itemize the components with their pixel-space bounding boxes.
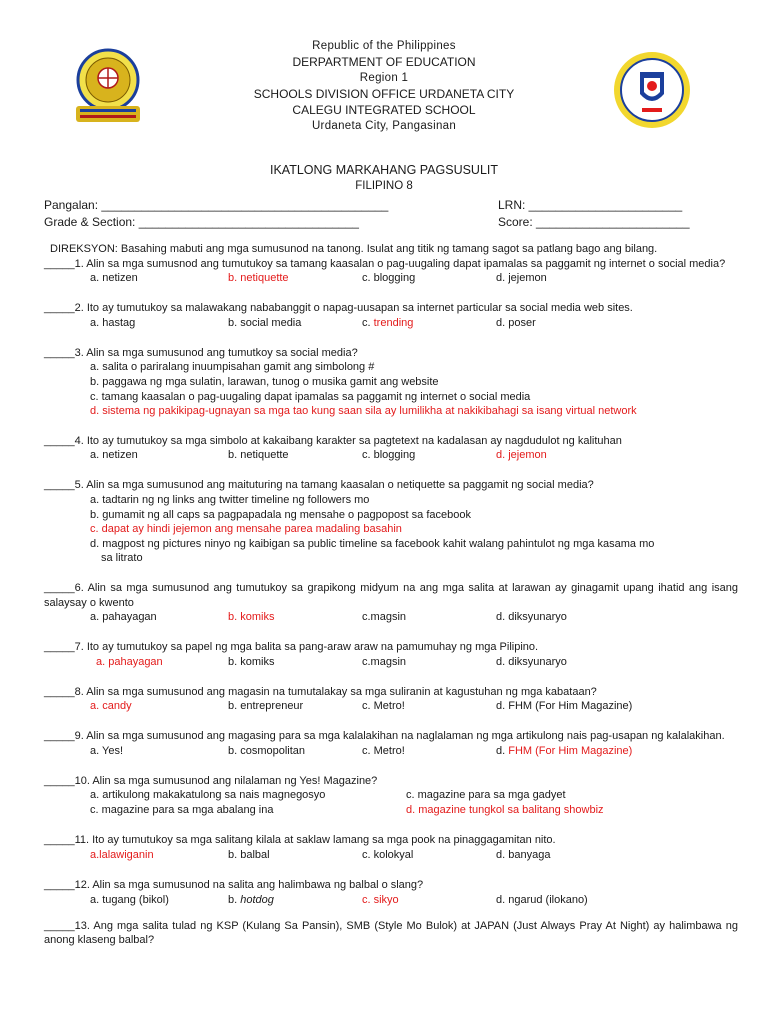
question-text: _____5. Alin sa mga sumusunod ang maituturing na tamang kaasalan o netiquette sa paggamit ng social media? [44, 479, 594, 492]
question-7 [44, 640, 738, 670]
option-a: a. salita o pariralang inuumpisahan gamit ang simbolong # [90, 361, 375, 374]
document-header [0, 38, 768, 134]
option-a: a.lalawiganin [90, 849, 154, 862]
question-text: _____10. Alin sa mga sumusunod ang nilalaman ng Yes! Magazine? [44, 774, 378, 787]
header-address: Urdaneta City, Pangasinan [311, 120, 457, 132]
option-b: b. paggawa ng mga sulatin, larawan, tunog o musika gamit ang website [90, 375, 439, 388]
question-2 [44, 301, 738, 331]
option-c-prefix: c. [362, 316, 374, 329]
option-c: c. Metro! [362, 744, 405, 757]
option-d-prefix: d. [496, 744, 509, 757]
question-text: _____7. Ito ay tumutukoy sa papel ng mga balita sa pang-araw araw na pamumuhay ng mga Pilipino. [44, 641, 539, 654]
option-c: c. magazine para sa mga gadyet [406, 789, 566, 802]
option-d-continued: sa litrato [101, 552, 143, 565]
section-field[interactable]: Grade & Section: _________________________________ [44, 215, 359, 229]
option-a: a. netizen [90, 449, 138, 462]
option-d [496, 744, 632, 759]
option-c: c. blogging [362, 449, 416, 462]
option-a: a. hastag [90, 316, 136, 329]
question-12 [44, 878, 738, 908]
lrn-field[interactable]: LRN: _______________________ [498, 198, 683, 212]
option-d: d. poser [496, 316, 536, 329]
option-a: a. artikulong makakatulong sa nais magnegosyo [90, 789, 326, 802]
option-a: a. pahayagan [90, 611, 157, 624]
header-region: Region 1 [359, 72, 409, 84]
option-a: a. pahayagan [96, 655, 163, 668]
header-republic: Republic of the Philippines [312, 40, 456, 52]
question-text: _____9. Alin sa mga sumusunod ang magasing para sa mga kalalakihan na naglalaman ng mga artikulong nais pag-usapan ng kalalakihan. [44, 730, 725, 743]
option-a: a. tadtarin ng ng links ang twitter timeline ng followers mo [90, 493, 370, 506]
option-a: a. candy [90, 700, 132, 713]
option-d: d. diksyunaryo [496, 655, 567, 668]
directions [44, 242, 738, 257]
question-13 [44, 919, 738, 948]
question-5 [44, 478, 738, 566]
question-text: _____13. Ang mga salita tulad ng KSP (Kulang Sa Pansin), SMB (Style Mo Bulok) at JAPAN (Just Always Pray At Night) ay halimbawa ng anong klaseng balbal? [44, 919, 738, 947]
option-d: d. magpost ng pictures ninyo ng kaibigan sa public timeline sa facebook kahit walang pahintulot ng mga kasama mo [90, 537, 655, 550]
option-c: c. kolokyal [362, 849, 414, 862]
option-d: d. jejemon [496, 449, 547, 462]
header-department: DERPARTMENT OF EDUCATION [292, 55, 476, 69]
student-info-fields [44, 197, 724, 231]
option-d: d. ngarud (ilokano) [496, 893, 588, 906]
option-c: c.magsin [362, 611, 407, 624]
option-d: d. magazine tungkol sa balitang showbiz [406, 804, 604, 817]
question-text: _____3. Alin sa mga sumusunod ang tumutkoy sa social media? [44, 346, 358, 359]
option-d: d. banyaga [496, 849, 551, 862]
question-11 [44, 833, 738, 863]
question-text: _____1. Alin sa mga sumusnod ang tumutukoy sa tamang kaasalan o pag-uugaling dapat ipamalas sa paggamit ng internet o social media? [44, 257, 726, 270]
header-school: CALEGU INTEGRATED SCHOOL [292, 103, 476, 117]
option-c: c. Metro! [362, 700, 405, 713]
exam-title: IKATLONG MARKAHANG PAGSUSULIT [269, 163, 499, 177]
option-b: b. netiquette [228, 272, 289, 285]
question-1 [44, 257, 738, 287]
option-a: a. tugang (bikol) [90, 893, 169, 906]
question-text: _____4. Ito ay tumutukoy sa mga simbolo at kakaibang karakter sa pagtetext na kadalasan ay nagdudulot ng kalituhan [44, 434, 622, 447]
question-text: _____12. Alin sa mga sumusunod na salita ang halimbawa ng balbal o slang? [44, 879, 424, 892]
question-4 [44, 434, 738, 464]
option-b-prefix: b. [228, 893, 241, 906]
question-text: _____2. Ito ay tumutukoy sa malawakang nababanggit o napag-uusapan sa internet particular sa social media web sites. [44, 302, 633, 315]
question-text: _____6. Alin sa mga sumusunod ang tumutukoy sa grapikong midyum na ang mga salita at larawan ay ginagamit upang ihatid ang isang salaysay o kwento [44, 581, 738, 609]
question-text: _____11. Ito ay tumutukoy sa mga salitang kilala at saklaw lamang sa mga pook na pinaggagamitan nito. [44, 834, 556, 847]
option-d: d. jejemon [496, 272, 547, 285]
option-c-answer: trending [373, 316, 414, 329]
option-d-answer: FHM (For Him Magazine) [508, 744, 633, 757]
header-division: SCHOOLS DIVISION OFFICE URDANETA CITY [253, 87, 515, 101]
option-b: b. komiks [228, 655, 275, 668]
score-field[interactable]: Score: _______________________ [498, 215, 690, 229]
option-a: a. Yes! [90, 744, 124, 757]
option-b: b. gumamit ng all caps sa pagpapadala ng mensahe o pagpopost sa facebook [90, 508, 471, 521]
option-c: c.magsin [362, 655, 407, 668]
option-c: c. sikyo [362, 893, 399, 906]
option-c: c. dapat ay hindi jejemon ang mensahe parea madaling basahin [90, 523, 402, 536]
option-c [362, 316, 413, 331]
option-b: b. balbal [228, 849, 270, 862]
option-b [228, 893, 274, 908]
directions-text: Basahing mabuti ang mga sumusunod na tanong. Isulat ang titik ng tamang sagot sa patlang bago ang bilang. [117, 243, 658, 255]
exam-subject: FILIPINO 8 [355, 180, 413, 192]
option-b: b. komiks [228, 611, 275, 624]
question-8 [44, 685, 738, 715]
option-a: a. netizen [90, 272, 138, 285]
option-c: c. blogging [362, 272, 416, 285]
option-d: d. sistema ng pakikipag-ugnayan sa mga tao kung saan sila ay lumilikha at nakikibahagi sa isang virtual network [90, 405, 637, 418]
question-6 [44, 581, 738, 625]
option-d: d. FHM (For Him Magazine) [496, 700, 633, 713]
option-b: b. social media [228, 316, 302, 329]
question-text: _____8. Alin sa mga sumusunod ang magasin na tumutalakay sa mga suliranin at kagustuhan ng mga kabataan? [44, 685, 597, 698]
option-d: d. diksyunaryo [496, 611, 567, 624]
exam-questions [44, 242, 738, 963]
option-b: b. netiquette [228, 449, 289, 462]
directions-label: DIREKSYON: [50, 243, 118, 255]
option-c: c. tamang kaasalan o pag-uugaling dapat ipamalas sa paggamit ng internet o social media [90, 390, 531, 403]
option-b-word: hotdog [240, 893, 274, 906]
question-9 [44, 729, 738, 759]
name-field[interactable]: Pangalan: ___________________________________________ [44, 198, 389, 212]
option-b: c. magazine para sa mga abalang ina [90, 804, 274, 817]
question-3 [44, 346, 738, 419]
option-b: b. cosmopolitan [228, 744, 306, 757]
exam-title-block [0, 162, 768, 194]
option-b: b. entrepreneur [228, 700, 304, 713]
question-10 [44, 774, 738, 819]
